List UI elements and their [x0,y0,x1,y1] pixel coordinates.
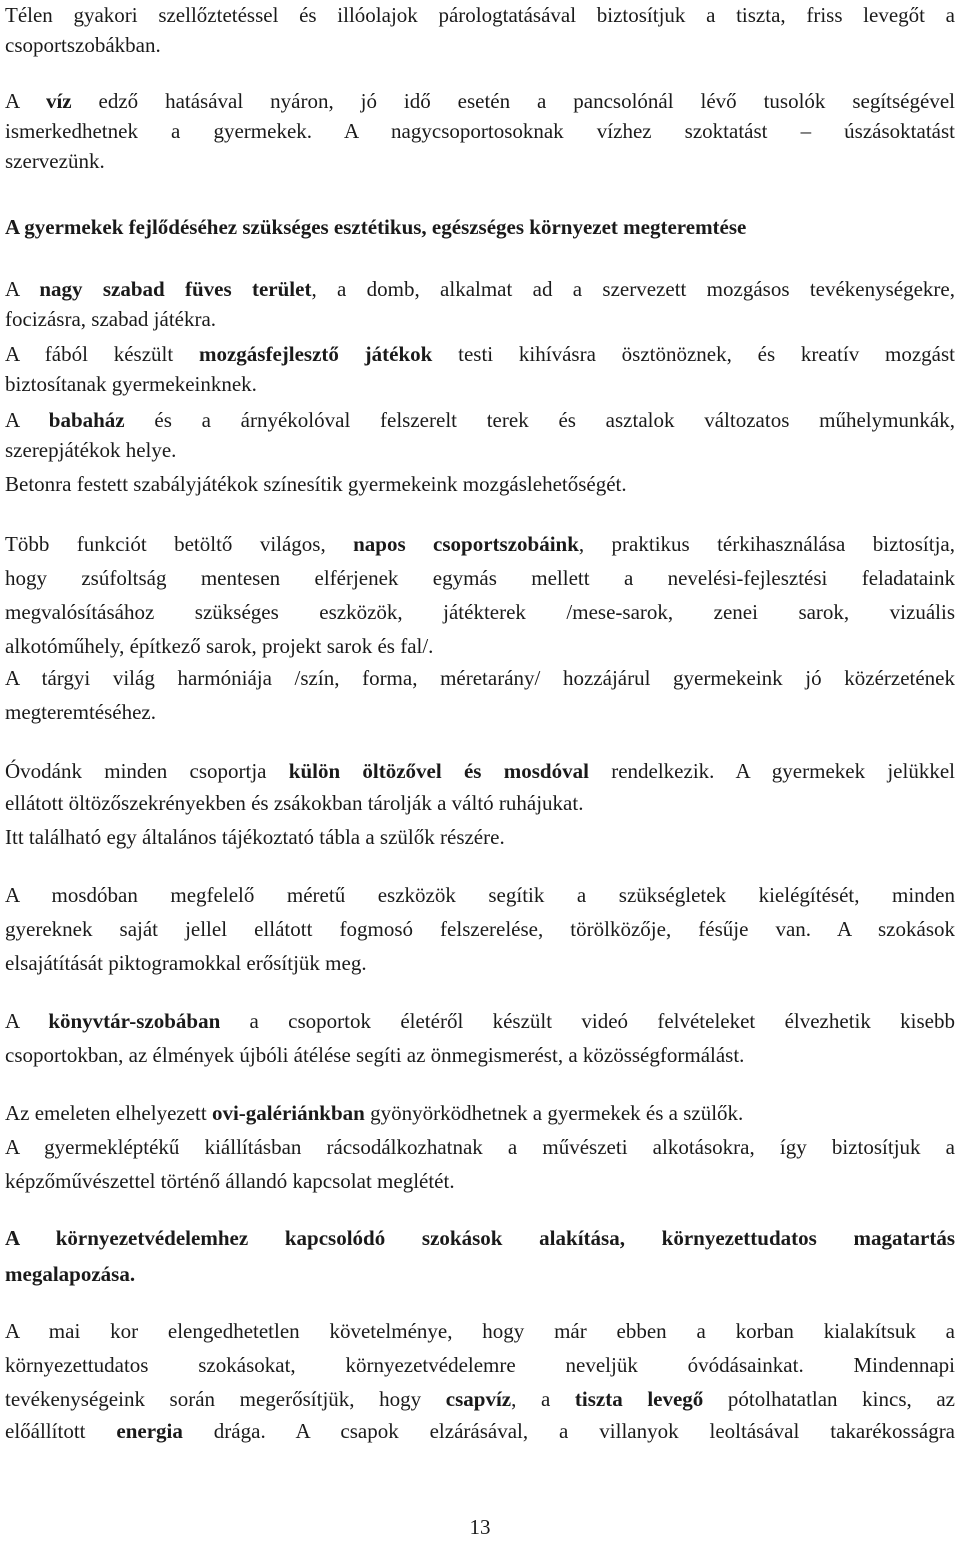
bold-text: A gyermekek fejlődéséhez szükséges esztétikus, egészséges környezet megteremtése [5,215,747,239]
text-segment: Itt található egy általános tájékoztató tábla a szülők részére. [5,825,505,849]
text-line [5,1259,955,1289]
bold-text: nagy szabad füves terület [39,277,312,301]
text-line [5,0,955,30]
text-line [5,697,955,727]
text-segment: Télen gyakori szellőztetéssel és illóolajok párologtatásával biztosítjuk a tiszta, friss levegőt a [5,3,955,27]
bold-text: napos csoportszobáink [353,532,579,556]
text-segment: edző hatásával nyáron, jó idő esetén a pancsolónál lévő tusolók segítségével [71,89,955,113]
text-line [5,30,955,60]
bold-text: megalapozása. [5,1262,136,1286]
text-segment: A fából készült [5,342,199,366]
text-line [5,597,955,627]
text-line [5,822,955,852]
text-segment: A [5,277,40,301]
text-line [5,1006,955,1036]
text-line [5,788,955,818]
text-segment: Betonra festett szabályjátékok színesítik gyermekeink mozgáslehetőségét. [5,472,627,496]
text-segment: A mai kor elengedhetetlen követelménye, hogy már ebben a korban kialakítsuk a [5,1319,955,1343]
text-line [5,563,955,593]
text-segment: , a [511,1387,575,1411]
text-line [5,339,955,369]
text-line [5,86,955,116]
bold-text: energia [116,1419,183,1443]
text-segment: előállított [5,1419,117,1443]
bold-text: A környezetvédelemhez kapcsolódó szokások alakítása, környezettudatos magatartás [5,1226,955,1250]
text-segment: csoportszobákban. [5,33,161,57]
text-segment: focizásra, szabad játékra. [5,307,217,331]
text-line [5,1350,955,1380]
text-line [5,1384,955,1414]
text-line [5,1098,955,1128]
text-segment: ellátott öltözőszekrényekben és zsákokban tárolják a váltó ruhájukat. [5,791,584,815]
text-line [5,469,955,499]
text-segment: gyereknek saját jellel ellátott fogmosó felszerelése, törölközője, fésűje van. A szokások [5,917,955,941]
text-segment: biztosítanak gyermekeinknek. [5,372,257,396]
text-line [5,369,955,399]
text-segment: szervezünk. [5,149,105,173]
bold-text: víz [45,89,72,113]
text-line [5,274,955,304]
text-segment: elsajátítását piktogramokkal erősítjük meg. [5,951,367,975]
text-segment: , a domb, alkalmat ad a szervezett mozgásos tevékenységekre, [311,277,955,301]
text-line [5,1040,955,1070]
text-line [5,304,955,334]
text-segment: Óvodánk minden csoportja [5,759,289,783]
text-segment: a csoportok életéről készült videó felvételeket élvezhetik kisebb [220,1009,955,1033]
text-line [5,914,955,944]
text-segment: rendelkezik. A gyermekek jelükkel [588,759,955,783]
text-line [5,1223,955,1253]
text-segment: A [5,89,46,113]
text-line [5,1316,955,1346]
text-segment: megteremtéséhez. [5,700,156,724]
text-segment: szerepjátékok helye. [5,438,177,462]
text-segment: pótolhatatlan kincs, az [703,1387,955,1411]
text-line [5,116,955,146]
text-line [5,880,955,910]
text-segment: környezettudatos szokásokat, környezetvédelemre neveljük óvódásainkat. Mindennapi [5,1353,955,1377]
text-segment: hogy zsúfoltság mentesen elférjenek egymás mellett a nevelési-fejlesztési feladataink [5,566,955,590]
bold-text: külön öltözővel és mosdóval [288,759,589,783]
text-segment: A gyermekléptékű kiállításban rácsodálkozhatnak a művészeti alkotásokra, így biztosítjuk a [5,1135,955,1159]
text-segment: képzőművészettel történő állandó kapcsolat meglétét. [5,1169,455,1193]
text-segment: megvalósításához szükséges eszközök, játékterek /mese-sarok, zenei sarok, vizuális [5,600,955,624]
text-segment: csoportokban, az élmények újbóli átélése segíti az önmegismerést, a közösségformálást. [5,1043,745,1067]
text-segment: tevékenységeink során megerősítjük, hogy [5,1387,446,1411]
text-line [5,1132,955,1162]
text-line [5,405,955,435]
text-line [5,948,955,978]
bold-text: babaház [48,408,125,432]
text-line [5,1166,955,1196]
text-segment: testi kihívásra ösztönöznek, és kreatív mozgást [432,342,955,366]
text-segment: A tárgyi világ harmóniája /szín, forma, méretarány/ hozzájárul gyermekeink jó közérzetének [5,666,955,690]
bold-text: könyvtár-szobában [48,1009,221,1033]
text-segment: Több funkciót betöltő világos, [5,532,354,556]
text-line [5,1416,955,1446]
text-line [5,756,955,786]
text-line [5,529,955,559]
text-segment: A [5,408,49,432]
text-line [5,631,955,661]
text-segment: gyönyörködhetnek a gyermekek és a szülők. [364,1101,744,1125]
bold-text: tiszta levegő [574,1387,704,1411]
text-segment: A mosdóban megfelelő méretű eszközök segítik a szükségletek kielégítését, minden [5,883,955,907]
page-number: 13 [469,1515,491,1539]
bold-text: csapvíz [445,1387,512,1411]
text-line [5,212,955,242]
text-segment: , praktikus térkihasználása biztosítja, [578,532,955,556]
text-segment: A [5,1009,49,1033]
text-line [5,146,955,176]
text-segment: Az emeleten elhelyezett [5,1101,212,1125]
text-segment: és a árnyékolóval felszerelt terek és asztalok változatos műhelymunkák, [124,408,955,432]
text-line [5,435,955,465]
bold-text: ovi-galériánkban [211,1101,365,1125]
text-line [5,663,955,693]
text-segment: alkotóműhely, építkező sarok, projekt sarok és fal/. [5,634,434,658]
text-segment: drága. A csapok elzárásával, a villanyok leoltásával takarékosságra [182,1419,955,1443]
text-segment: ismerkedhetnek a gyermekek. A nagycsoportosoknak vízhez szoktatást – úszásoktatást [5,119,955,143]
bold-text: mozgásfejlesztő játékok [198,342,433,366]
